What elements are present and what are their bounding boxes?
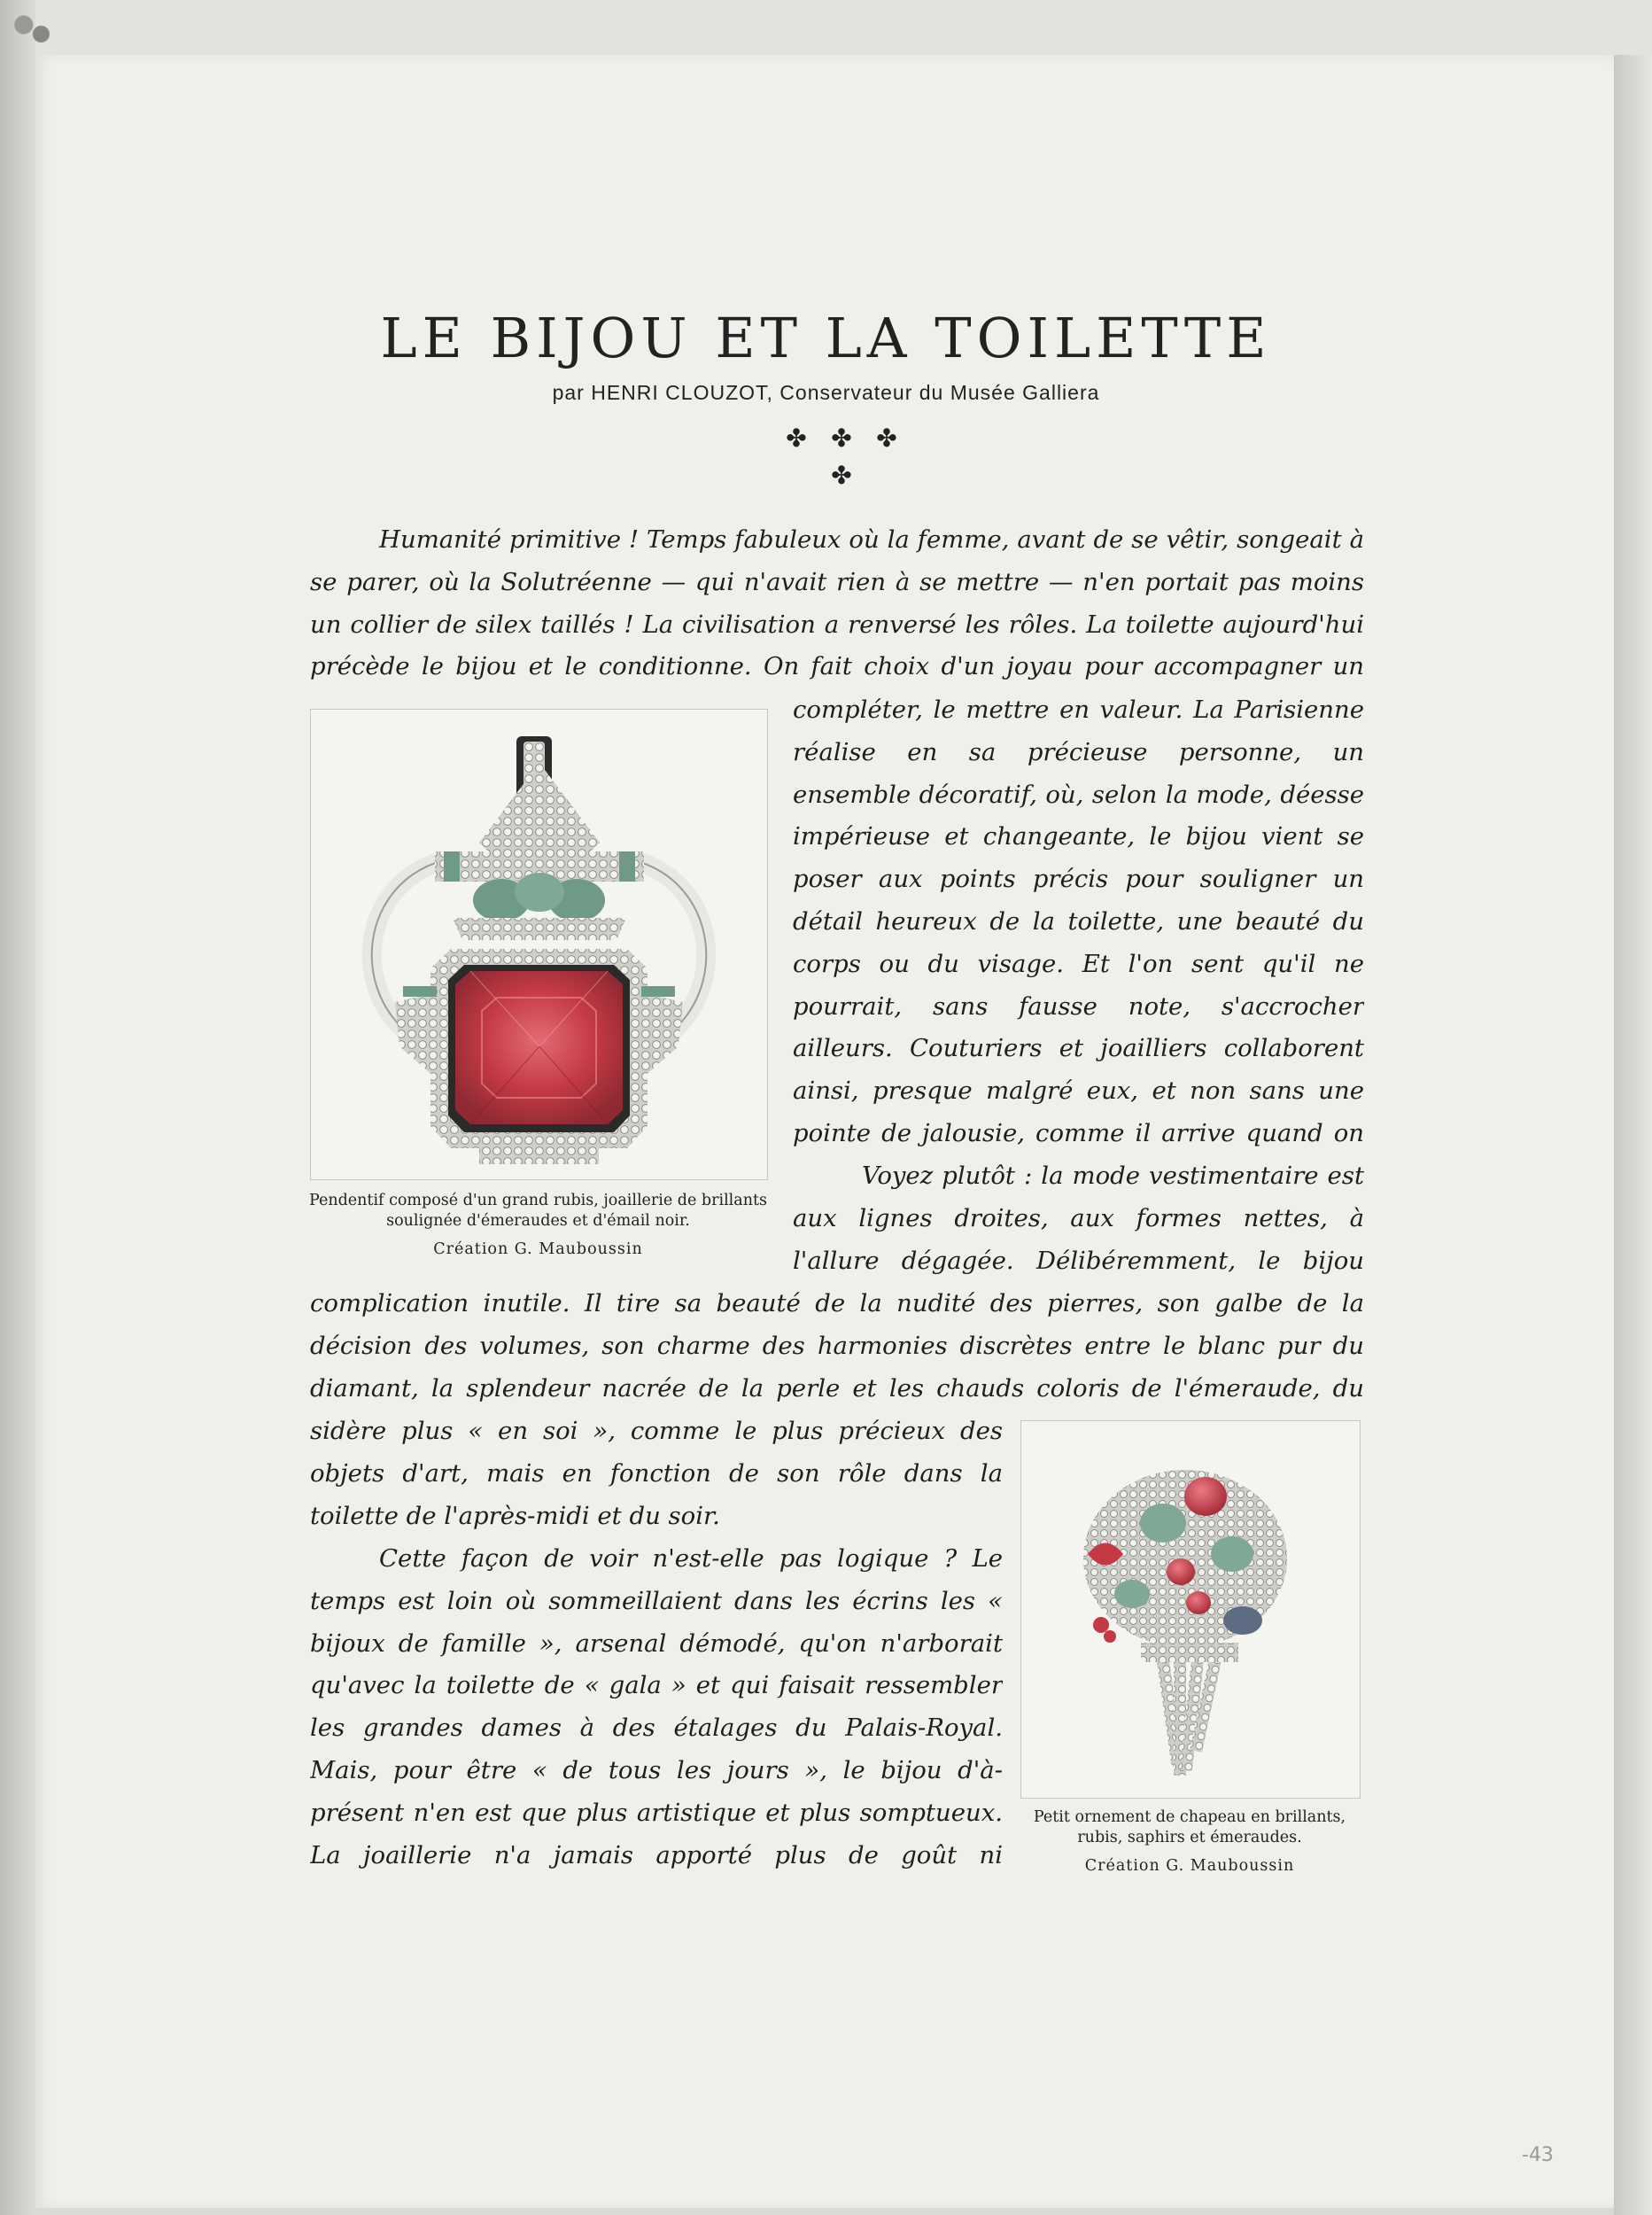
paragraph-1-full-width: Humanité primitive ! Temps fabuleux où la femme, avant de se vêtir, songeait à se parer, où la Solutréenne — qui n'avait rien à se mettre — n'en portait pas moins un collier de silex taillés ! La civilisation a renversé les rôles. La toilette aujourd'hui précède le bijou et le conditionne. On fait choix d'un joyau pour accompagner un xyxy=(310,525,1364,681)
paragraph-1-beside-figure: compléter, le mettre en valeur. La Parisienne réalise en sa précieuse personne, un ensemble décoratif, où, selon la mode, déesse impérieuse et changeante, le bijou vient se poser aux points précis pour souligner un détail heureux de la toilette, une beauté du corps ou du visage. Et l'on sent qu'il ne pourrait, sans fausse note, s'accrocher ailleurs. Couturiers et joailliers collaborent ainsi, presque malgré eux, et non sans une pointe de jalousie, comme il arrive quand on xyxy=(793,696,1364,1147)
figure-2-caption xyxy=(1012,1807,1368,1877)
paragraph-2-full-width: complication inutile. Il tire sa beauté de la nudité des pierres, son galbe de la décision des volumes, son charme des harmonies discrètes entre le blanc pur du diamant, la splendeur nacrée de la perle et les chauds coloris de l'émeraude, du xyxy=(310,1289,1364,1403)
figure-1-caption-text: Pendentif composé d'un grand rubis, joaillerie de brillants soulignée d'émeraudes et d'émail noir. xyxy=(308,1192,767,1230)
ornament-fleuron-icon: ✤ xyxy=(786,424,807,453)
paragraph-2-beside-figure-2: sidère plus « en soi », comme le plus précieux des objets d'art, mais en fonction de son rôle dans la toilette de l'après-midi et du soir. xyxy=(310,1417,1003,1530)
article-byline: par HENRI CLOUZOT, Conservateur du Musée Galliera xyxy=(552,381,1100,404)
ruby-pendant-illustration xyxy=(311,710,767,1179)
article-title: LE BIJOU ET LA TOILETTE xyxy=(380,306,1272,370)
hat-ornament-illustration xyxy=(1021,1421,1360,1798)
figure-2-credit: Création G. Mauboussin xyxy=(1084,1857,1295,1875)
figure-pendant-photo xyxy=(310,709,768,1180)
ornament-fleuron-icon: ✤ xyxy=(831,461,852,490)
page-right-edge xyxy=(1614,55,1652,2215)
ornament-fleuron-icon: ✤ xyxy=(876,424,897,453)
binding-thread xyxy=(9,0,58,62)
figure-hat-ornament-photo xyxy=(1020,1420,1361,1799)
figure-1-caption xyxy=(306,1191,771,1260)
page-number: -43 xyxy=(1522,2144,1554,2166)
paragraph-2-beside-figure: Voyez plutôt : la mode vestimentaire est aux lignes droites, aux formes nettes, à l'allure dégagée. Délibéremment, le bijou xyxy=(793,1162,1364,1275)
paragraph-3-beside-figure-2: Cette façon de voir n'est-elle pas logique ? Le temps est loin où sommeillaient dans les écrins les « bijoux de famille », arsenal démodé, qu'on n'arborait qu'avec la toilette de « gala » et qui faisait ressembler les grandes dames à des étalages du Palais-Royal. Mais, pour être « de tous les jours », le bijou d'à-présent n'en est que plus artistique et plus somptueux. La joaillerie n'a jamais apporté plus de goût ni xyxy=(310,1544,1003,1869)
figure-1-credit: Création G. Mauboussin xyxy=(433,1240,643,1258)
page-top-edge xyxy=(35,0,1652,55)
ornament-fleuron-icon: ✤ xyxy=(831,424,852,453)
figure-2-caption-text: Petit ornement de chapeau en brillants, rubis, saphirs et émeraudes. xyxy=(1033,1808,1346,1846)
